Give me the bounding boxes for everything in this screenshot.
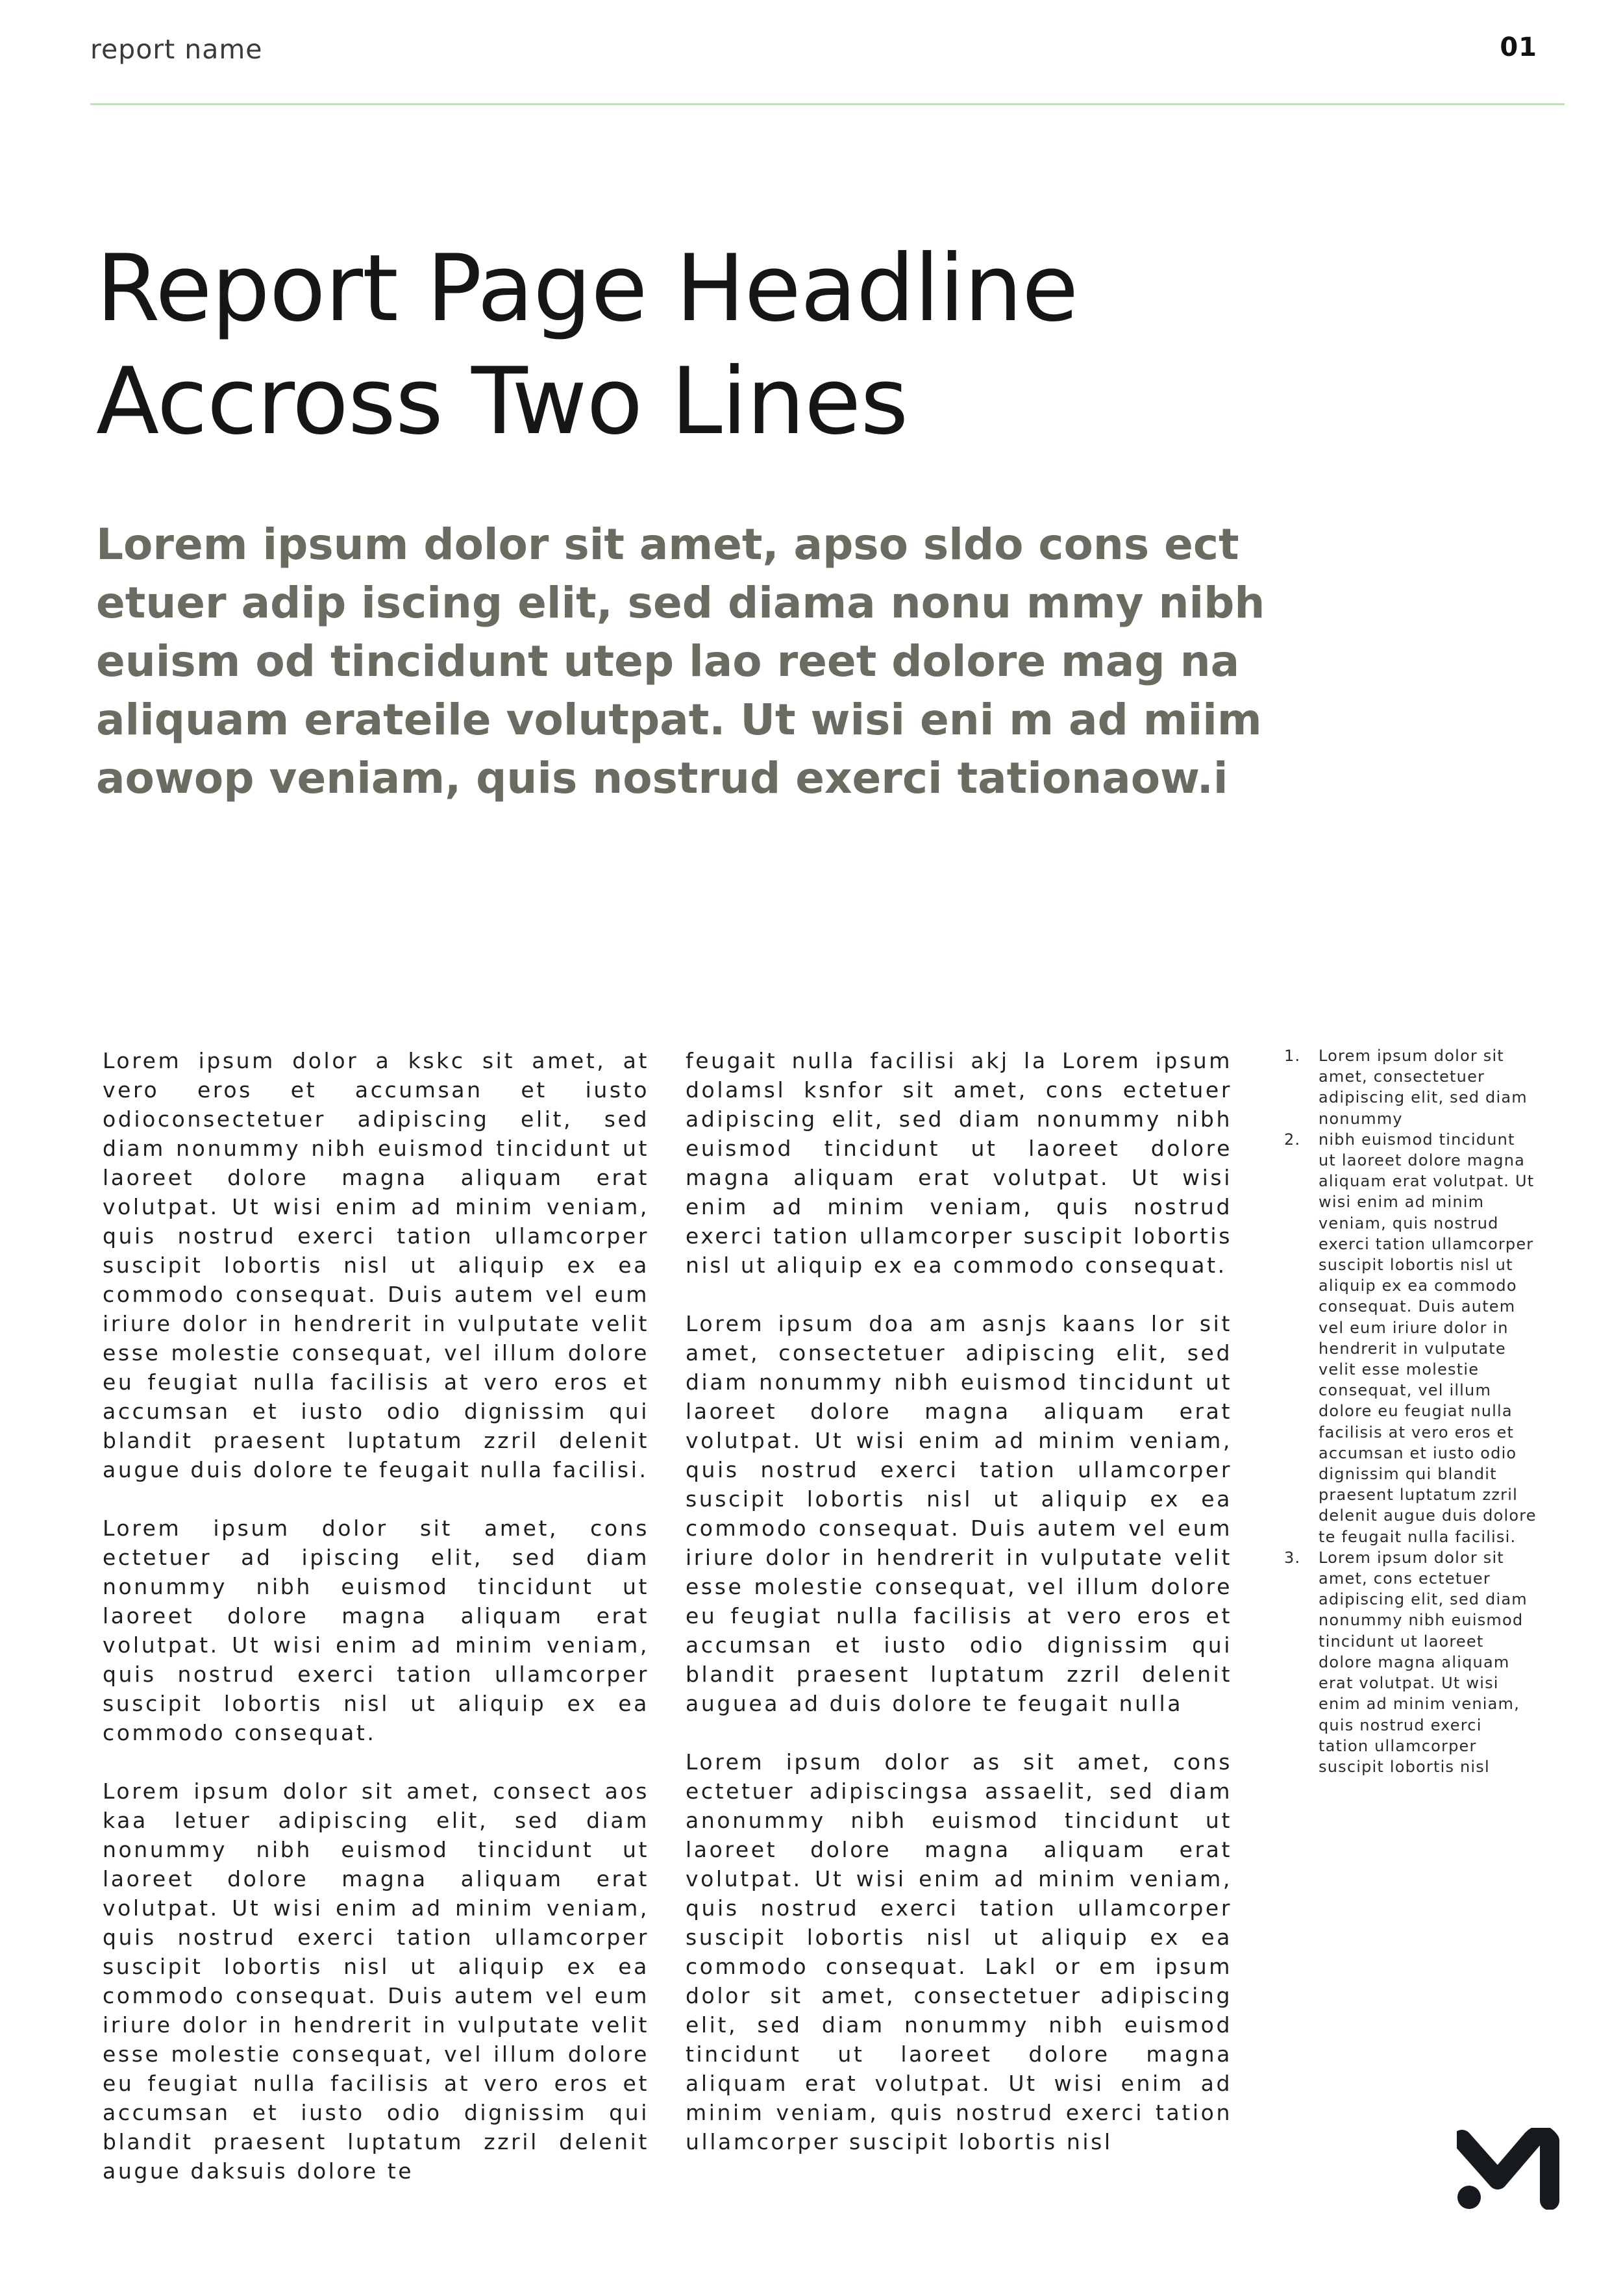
intro-line: euism od tincidunt utep lao reet dolore mag na xyxy=(96,636,1240,686)
footnote-line: tation ullamcorper xyxy=(1319,1736,1477,1755)
footnotes-list xyxy=(1278,1045,1563,1777)
footnote-line: tincidunt ut laoreet xyxy=(1319,1632,1484,1651)
footnote-line: facilisis at vero eros et xyxy=(1319,1423,1515,1441)
footnote-line: quis nostrud exerci xyxy=(1319,1716,1482,1734)
footnote-number: 3. xyxy=(1284,1548,1301,1567)
footnote-line: vel eum iriure dolor in xyxy=(1319,1318,1509,1337)
footnote-line: aliquip ex ea commodo xyxy=(1319,1277,1517,1295)
footnote-line: aliquam erat volutpat. Ut xyxy=(1319,1172,1535,1191)
body-paragraph: feugait nulla facilisi akj la Lorem ipsum dolamsl ksnfor sit amet, cons ectetuer adipiscing elit, sed diam nonummy nibh euismod tincidunt ut laoreet dolore magna aliquam erat volutpat. Ut wisi enim ad minim veniam, quis nostrud exerci tation ullamcorper suscipit lobortis nisl ut aliquip ex ea commodo consequat. xyxy=(686,1048,1232,1278)
footnote-line: exerci tation ullamcorper xyxy=(1319,1234,1534,1253)
footnote-line: consequat. Duis autem xyxy=(1319,1297,1516,1316)
footnote-line: dolore eu feugiat nulla xyxy=(1319,1402,1513,1421)
body-paragraph: Lorem ipsum doa am asnjs kaans lor sit amet, consectetuer adipiscing elit, sed diam nonummy nibh euismod tincidunt ut laoreet dolore magna aliquam erat volutpat. Ut wisi enim ad minim veniam, quis nostrud exerci tation ullamcorper suscipit lobortis nisl ut aliquip ex ea commodo consequat. Duis autem vel eum iriure dolor in hendrerit in vulputate velit esse molestie consequat, vel illum dolore eu feugiat nulla facilisis at vero eros et accumsan et iusto odio dignissim qui blandit praesent luptatum zzril delenit auguea ad duis dolore te feugait nulla xyxy=(686,1311,1232,1716)
body-column-2 xyxy=(686,1046,1232,2186)
footnote-line: suscipit lobortis nisl ut xyxy=(1319,1256,1513,1275)
footnote-line: ut laoreet dolore magna xyxy=(1319,1151,1526,1170)
footnote-line: enim ad minim veniam, xyxy=(1319,1695,1520,1714)
footnote-line: velit esse molestie xyxy=(1319,1360,1480,1379)
footnote-item xyxy=(1278,1045,1563,1129)
intro-line: aowop veniam, quis nostrud exerci tationaow.i xyxy=(96,753,1228,803)
logo-dot xyxy=(1457,2186,1481,2209)
footnote-line: praesent luptatum zzril xyxy=(1319,1486,1518,1504)
footnote-line: veniam, quis nostrud xyxy=(1319,1214,1499,1232)
footnote-line: amet, consectetuer xyxy=(1319,1067,1485,1086)
footnote-line: te feugait nulla facilisi. xyxy=(1319,1527,1517,1546)
page-headline xyxy=(96,232,1265,458)
footnote-line: erat volutpat. Ut wisi xyxy=(1319,1674,1499,1693)
footnote-line: accumsan et iusto odio xyxy=(1319,1443,1517,1462)
footnote-line: suscipit lobortis nisl xyxy=(1319,1757,1490,1776)
headline-line: Accross Two Lines xyxy=(96,348,908,455)
body-paragraph: Lorem ipsum dolor a kskc sit amet, at vero eros et accumsan et iusto odioconsectetuer adipiscing elit, sed diam nonummy nibh euismod tincidunt ut laoreet dolore magna aliquam erat volutpat. Ut wisi enim ad minim veniam, quis nostrud exerci tation ullamcorper suscipit lobortis nisl ut aliquip ex ea commodo consequat. Duis autem vel eum iriure dolor in hendrerit in vulputate velit esse molestie consequat, vel illum dolore eu feugiat nulla facilisis at vero eros et accumsan et iusto odio dignissim qui blandit praesent luptatum zzril delenit augue duis dolore te feugait nulla facilisi. xyxy=(103,1048,649,1482)
header-divider xyxy=(90,103,1565,105)
footnote-number: 1. xyxy=(1284,1047,1301,1065)
intro-line: etuer adip iscing elit, sed diama nonu mmy nibh xyxy=(96,578,1265,628)
page-number: 01 xyxy=(1500,32,1537,62)
body-paragraph: Lorem ipsum dolor as sit amet, cons ectetuer adipiscingsa assaelit, sed diam anonummy nibh euismod tincidunt ut laoreet dolore magna aliquam erat volutpat. Ut wisi enim ad minim veniam, quis nostrud exerci tation ullamcorper suscipit lobortis nisl ut aliquip ex ea commodo consequat. Lakl or em ipsum dolor sit amet, consectetuer adipiscing elit, sed diam nonummy nibh euismod tincidunt ut laoreet dolore magna aliquam erat volutpat. Ut wisi enim ad minim veniam, quis nostrud exerci tation ullamcorper suscipit lobortis nisl xyxy=(686,1749,1232,2154)
footnote-line: wisi enim ad minim xyxy=(1319,1193,1485,1212)
footnote-line: dignissim qui blandit xyxy=(1319,1465,1497,1484)
footnote-line: amet, cons ectetuer xyxy=(1319,1569,1491,1588)
footnote-line: hendrerit in vulputate xyxy=(1319,1339,1506,1358)
body-paragraph: Lorem ipsum dolor sit amet, cons ectetuer ad ipiscing elit, sed diam nonummy nibh euismod tincidunt ut laoreet dolore magna aliquam erat volutpat. Ut wisi enim ad minim veniam, quis nostrud exerci tation ullamcorper suscipit lobortis nisl ut aliquip ex ea commodo consequat. xyxy=(103,1516,649,1745)
brand-logo-icon xyxy=(1457,2128,1565,2210)
footnote-line: nonummy nibh euismod xyxy=(1319,1611,1524,1630)
footnote-line: Lorem ipsum dolor sit xyxy=(1319,1548,1504,1567)
intro-paragraph xyxy=(96,516,1265,808)
body-column-1 xyxy=(103,1046,649,2215)
footnote-line: adipiscing elit, sed diam xyxy=(1319,1590,1528,1609)
footnote-line: consequat, vel illum xyxy=(1319,1381,1492,1400)
footnote-line: nonummy xyxy=(1319,1109,1403,1128)
footnote-item xyxy=(1278,1129,1563,1547)
footnote-number: 2. xyxy=(1284,1130,1301,1149)
intro-line: Lorem ipsum dolor sit amet, apso sldo cons ect xyxy=(96,519,1239,569)
footnote-line: Lorem ipsum dolor sit xyxy=(1319,1047,1504,1065)
intro-line: aliquam erateile volutpat. Ut wisi eni m ad miim xyxy=(96,695,1262,745)
headline-line: Report Page Headline xyxy=(96,235,1078,342)
report-name: report name xyxy=(90,34,263,65)
footnote-line: delenit augue duis dolore xyxy=(1319,1506,1537,1525)
footnote-line: nibh euismod tincidunt xyxy=(1319,1130,1515,1149)
body-paragraph: Lorem ipsum dolor sit amet, consect aos kaa letuer adipiscing elit, sed diam nonummy nibh euismod tincidunt ut laoreet dolore magna aliquam erat volutpat. Ut wisi enim ad minim veniam, quis nostrud exerci tation ullamcorper suscipit lobortis nisl ut aliquip ex ea commodo consequat. Duis autem vel eum iriure dolor in hendrerit in vulputate velit esse molestie consequat, vel illum dolore eu feugiat nulla facilisis at vero eros et accumsan et iusto odio dignissim qui blandit praesent luptatum zzril delenit augue daksuis dolore te xyxy=(103,1778,649,2184)
footnote-item xyxy=(1278,1547,1563,1777)
footnote-line: adipiscing elit, sed diam xyxy=(1319,1088,1528,1107)
footnote-line: dolore magna aliquam xyxy=(1319,1653,1510,1671)
